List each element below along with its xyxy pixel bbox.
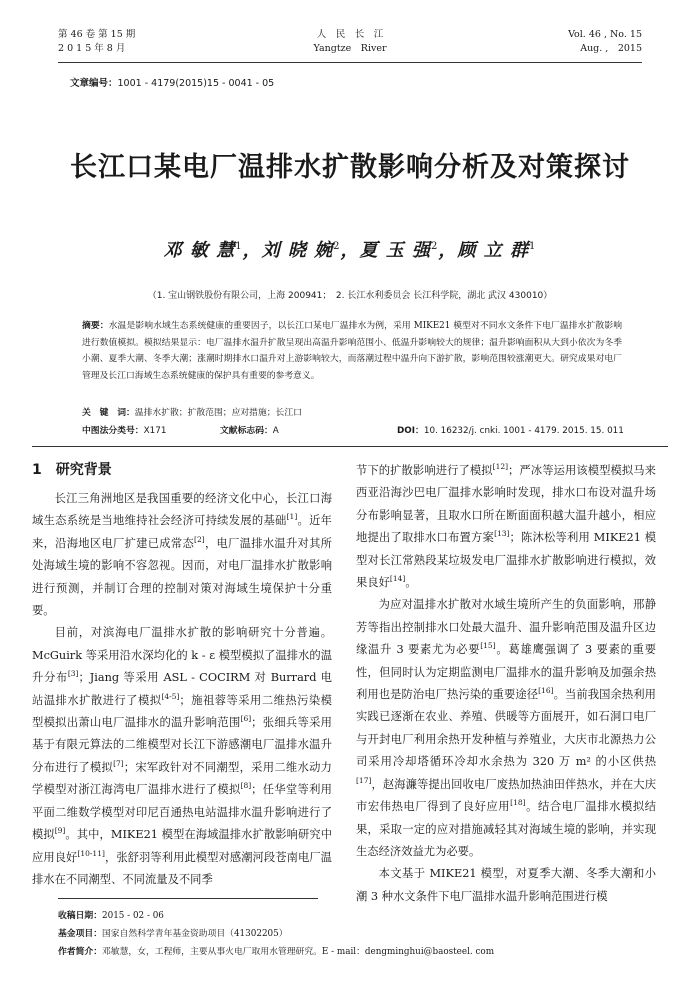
body-text: 。其中，MIKE21 模型在海域温排水扩散影响研究中应用良好 (32, 828, 332, 864)
footnote-received (58, 908, 660, 921)
citation-ref: [8] (240, 781, 252, 791)
author-separator: ， (340, 240, 360, 261)
author-name: 邓 敏 慧 (163, 240, 236, 261)
doi-label: DOI： (397, 426, 424, 436)
body-text: 。结合电厂温排水模拟结果，采取一定的应对措施减轻其对海域生境的影响，并实现生态经济效益尤为必要。 (356, 800, 656, 858)
body-text: 。近年来，沿海地区电厂扩建已成常态 (32, 514, 332, 550)
doi (397, 423, 624, 436)
citation-ref: [7] (113, 759, 124, 769)
clc-code (82, 423, 166, 436)
author-affil-mark: 1 (235, 241, 243, 252)
body-paragraph (356, 863, 656, 908)
left-body (32, 488, 332, 891)
body-paragraph (32, 488, 332, 622)
body-text: ；严冰等运用该模型模拟马来西亚沿海沙巴电厂温排水影响时发现，排水口布设对温升场分布影响显著，且取水口所在断面面积越大温升越小，相应地提出了取排水口布置方案 (356, 464, 656, 545)
author-name: 顾 立 群 (457, 240, 529, 261)
left-column (32, 460, 332, 891)
paper-title: 长江口某电厂温排水扩散影响分析及对策探讨 (70, 152, 630, 183)
author-name: 夏 玉 强 (359, 240, 432, 261)
body-text: ；张细兵等采用基于有限元算法的二维模型对长江下游感潮电厂温排水温升分布进行了模拟 (32, 716, 332, 774)
keywords (82, 405, 622, 418)
right-column (356, 460, 656, 908)
citation-ref: [12] (492, 462, 509, 472)
footnote-divider (58, 898, 318, 899)
doc-code-value: A (272, 426, 279, 436)
body-text: ；施祖蓉等采用二维热污染模型模拟出萧山电厂温排水的温升影响范围 (32, 693, 332, 730)
clc-value: X171 (143, 426, 167, 436)
citation-ref: [3] (67, 669, 79, 679)
journal-name-cn: 人 民 长 江 (316, 29, 384, 40)
keywords-label: 关 键 词： (82, 408, 135, 418)
footnote-author-bio (58, 944, 660, 957)
body-text: ；陈沐松等利用 MIKE21 模型对长江常熟段某垃圾发电厂温排水扩散影响进行模拟，效果良好 (356, 531, 656, 590)
body-text: 为应对温排水扩散对水域生境所产生的负面影响，邢静芳等指出控制排水口处最大温升、温升影响范围及温升区边缘温升 3 要素尤为必要 (356, 598, 656, 657)
right-body (356, 460, 656, 908)
received-value: 2015 - 02 - 06 (102, 911, 164, 921)
header-divider (58, 62, 642, 63)
received-label: 收稿日期： (58, 911, 102, 921)
clc-label: 中图法分类号： (82, 426, 144, 436)
body-text: 目前，对滨海电厂温排水扩散的影响研究十分普遍。McGuirk 等采用沿水深均化的 k - ε 模型模拟了温排水的温升分布 (32, 626, 332, 685)
body-text: ；宋军政针对不同潮型，采用二维水动力学模型对浙江海湾电厂温排水进行了模拟 (32, 760, 332, 797)
citation-ref: [16] (538, 686, 554, 696)
body-text: ；任华堂等利用平面二维数学模型对印尼百通热电站温排水温升影响进行了模拟 (32, 783, 332, 842)
citation-ref: [15] (480, 641, 496, 651)
journal-volume-en (568, 28, 642, 56)
date-en: Aug. , 2015 (580, 43, 642, 54)
citation-ref: [1] (286, 512, 298, 522)
author-affil-mark: 1 (528, 241, 537, 252)
article-number-label: 文章编号： (70, 78, 118, 89)
citation-ref: [9] (54, 826, 66, 836)
citation-ref: [6] (240, 714, 252, 724)
body-paragraph (356, 594, 656, 863)
body-text: ；Jiang 等采用 ASL - COCIRM 对 Burrard 电站温排水扩散进行了模拟 (32, 671, 332, 707)
body-text: 长江三角洲地区是我国重要的经济文化中心，长江口海域生态系统是当地维持社会经济可持续发展的基础 (32, 492, 332, 528)
body-text: 。当前我国余热利用实践已逐渐在农业、养殖、供暖等方面展开，如石洞口电厂与开封电厂利用余热开发种植与养殖业，大庆市北源热力公司采用冷却塔循环冷却水余热为 320 万 m² 的小区供热 (356, 688, 656, 769)
author-affil-mark: 2 (333, 241, 341, 252)
fund-label: 基金项目： (58, 929, 102, 939)
doi-value: 10. 16232/j. cnki. 1001 - 4179. 2015. 15. 011 (423, 426, 624, 436)
body-text: 。 (405, 576, 417, 590)
author-list (40, 236, 660, 262)
section-divider (32, 446, 668, 447)
journal-name (58, 28, 642, 56)
abstract-label: 摘要： (82, 321, 109, 331)
author-name: 刘 晓 婉 (261, 240, 334, 261)
abstract-text: 水温是影响水域生态系统健康的重要因子，以长江口某电厂温排水为例，采用 MIKE21 模型对不同水文条件下电厂温排水扩散影响进行数值模拟。模拟结果显示：电厂温排水温升扩散呈现出高温升影响范围小、低温升影响较大的规律；温升影响面积从大到小依次为冬季小潮、夏季大潮、冬季大潮；涨潮时期排水口温升对上游影响较大，而落潮过程中温升向下游扩散，影响范围较涨潮更大。研究成果对电厂管理及长江口海域生态系统健康的保护具有重要的参考意义。 (82, 321, 622, 381)
body-text: ，张舒羽等利用此模型对感潮河段苍南电厂温排水在不同潮型、不同流量及不同季 (32, 850, 332, 886)
body-text: ，电厂温排水温升对其所处海域生境的影响不容忽视。因而，对电厂温排水扩散影响进行预测，并制订合理的控制对策对海域生境保护十分重要。 (32, 536, 332, 618)
journal-name-en: Yangtze River (313, 43, 387, 54)
citation-ref: [14] (389, 574, 406, 584)
author-affil-mark: 2 (431, 241, 439, 252)
citation-ref: [10-11] (77, 848, 105, 858)
article-number (70, 75, 274, 89)
issue-date: 2 0 1 5 年 8 月 (58, 43, 126, 54)
citation-ref: [4-5] (161, 691, 180, 701)
abstract (82, 318, 622, 384)
citation-ref: [18] (510, 798, 526, 808)
doc-code-label: 文献标志码： (220, 426, 273, 436)
body-text: 。葛雄鹰强调了 3 要素的重要性，但同时认为定期监测电厂温排水的温升影响及加强余热利用也是防治电厂热污染的重要途径 (356, 643, 656, 702)
volume-issue: 第 46 卷 第 15 期 (58, 29, 136, 40)
affiliations: （1. 宝山钢铁股份有限公司，上海 200941； 2. 长江水利委员会 长江科学院，湖北 武汉 430010） (147, 291, 553, 301)
body-text: 节下的扩散影响进行了模拟 (356, 464, 493, 477)
body-text: ，赵海濂等提出回收电厂废热加热油田伴热水，并在大庆市宏伟热电厂得到了良好应用 (356, 777, 656, 814)
bio-value: 邓敏慧，女，工程师，主要从事火电厂取用水管理研究。E - mail：dengminghui@baosteel. com (102, 947, 495, 957)
body-paragraph (356, 460, 656, 594)
author-separator: ， (438, 240, 458, 261)
body-text: 本文基于 MIKE21 模型，对夏季大潮、冬季大潮和小潮 3 种水文条件下电厂温排水温升影响范围进行模 (356, 867, 656, 903)
body-paragraph (32, 622, 332, 891)
citation-ref: [13] (494, 529, 510, 539)
citation-ref: [2] (194, 535, 205, 545)
author-separator: ， (242, 240, 262, 261)
volume-en: Vol. 46 , No. 15 (568, 29, 642, 40)
doc-code (220, 423, 279, 436)
article-number-value: 1001 - 4179(2015)15 - 0041 - 05 (117, 78, 275, 89)
bio-label: 作者简介： (58, 947, 102, 957)
citation-ref: [17] (356, 775, 372, 785)
fund-value: 国家自然科学青年基金资助项目（41302205） (102, 929, 288, 939)
running-header (58, 28, 642, 62)
footnote-fund (58, 926, 660, 939)
section-heading: 1 研究背景 (32, 462, 112, 478)
keywords-text: 温排水扩散；扩散范围；应对措施；长江口 (134, 408, 302, 418)
